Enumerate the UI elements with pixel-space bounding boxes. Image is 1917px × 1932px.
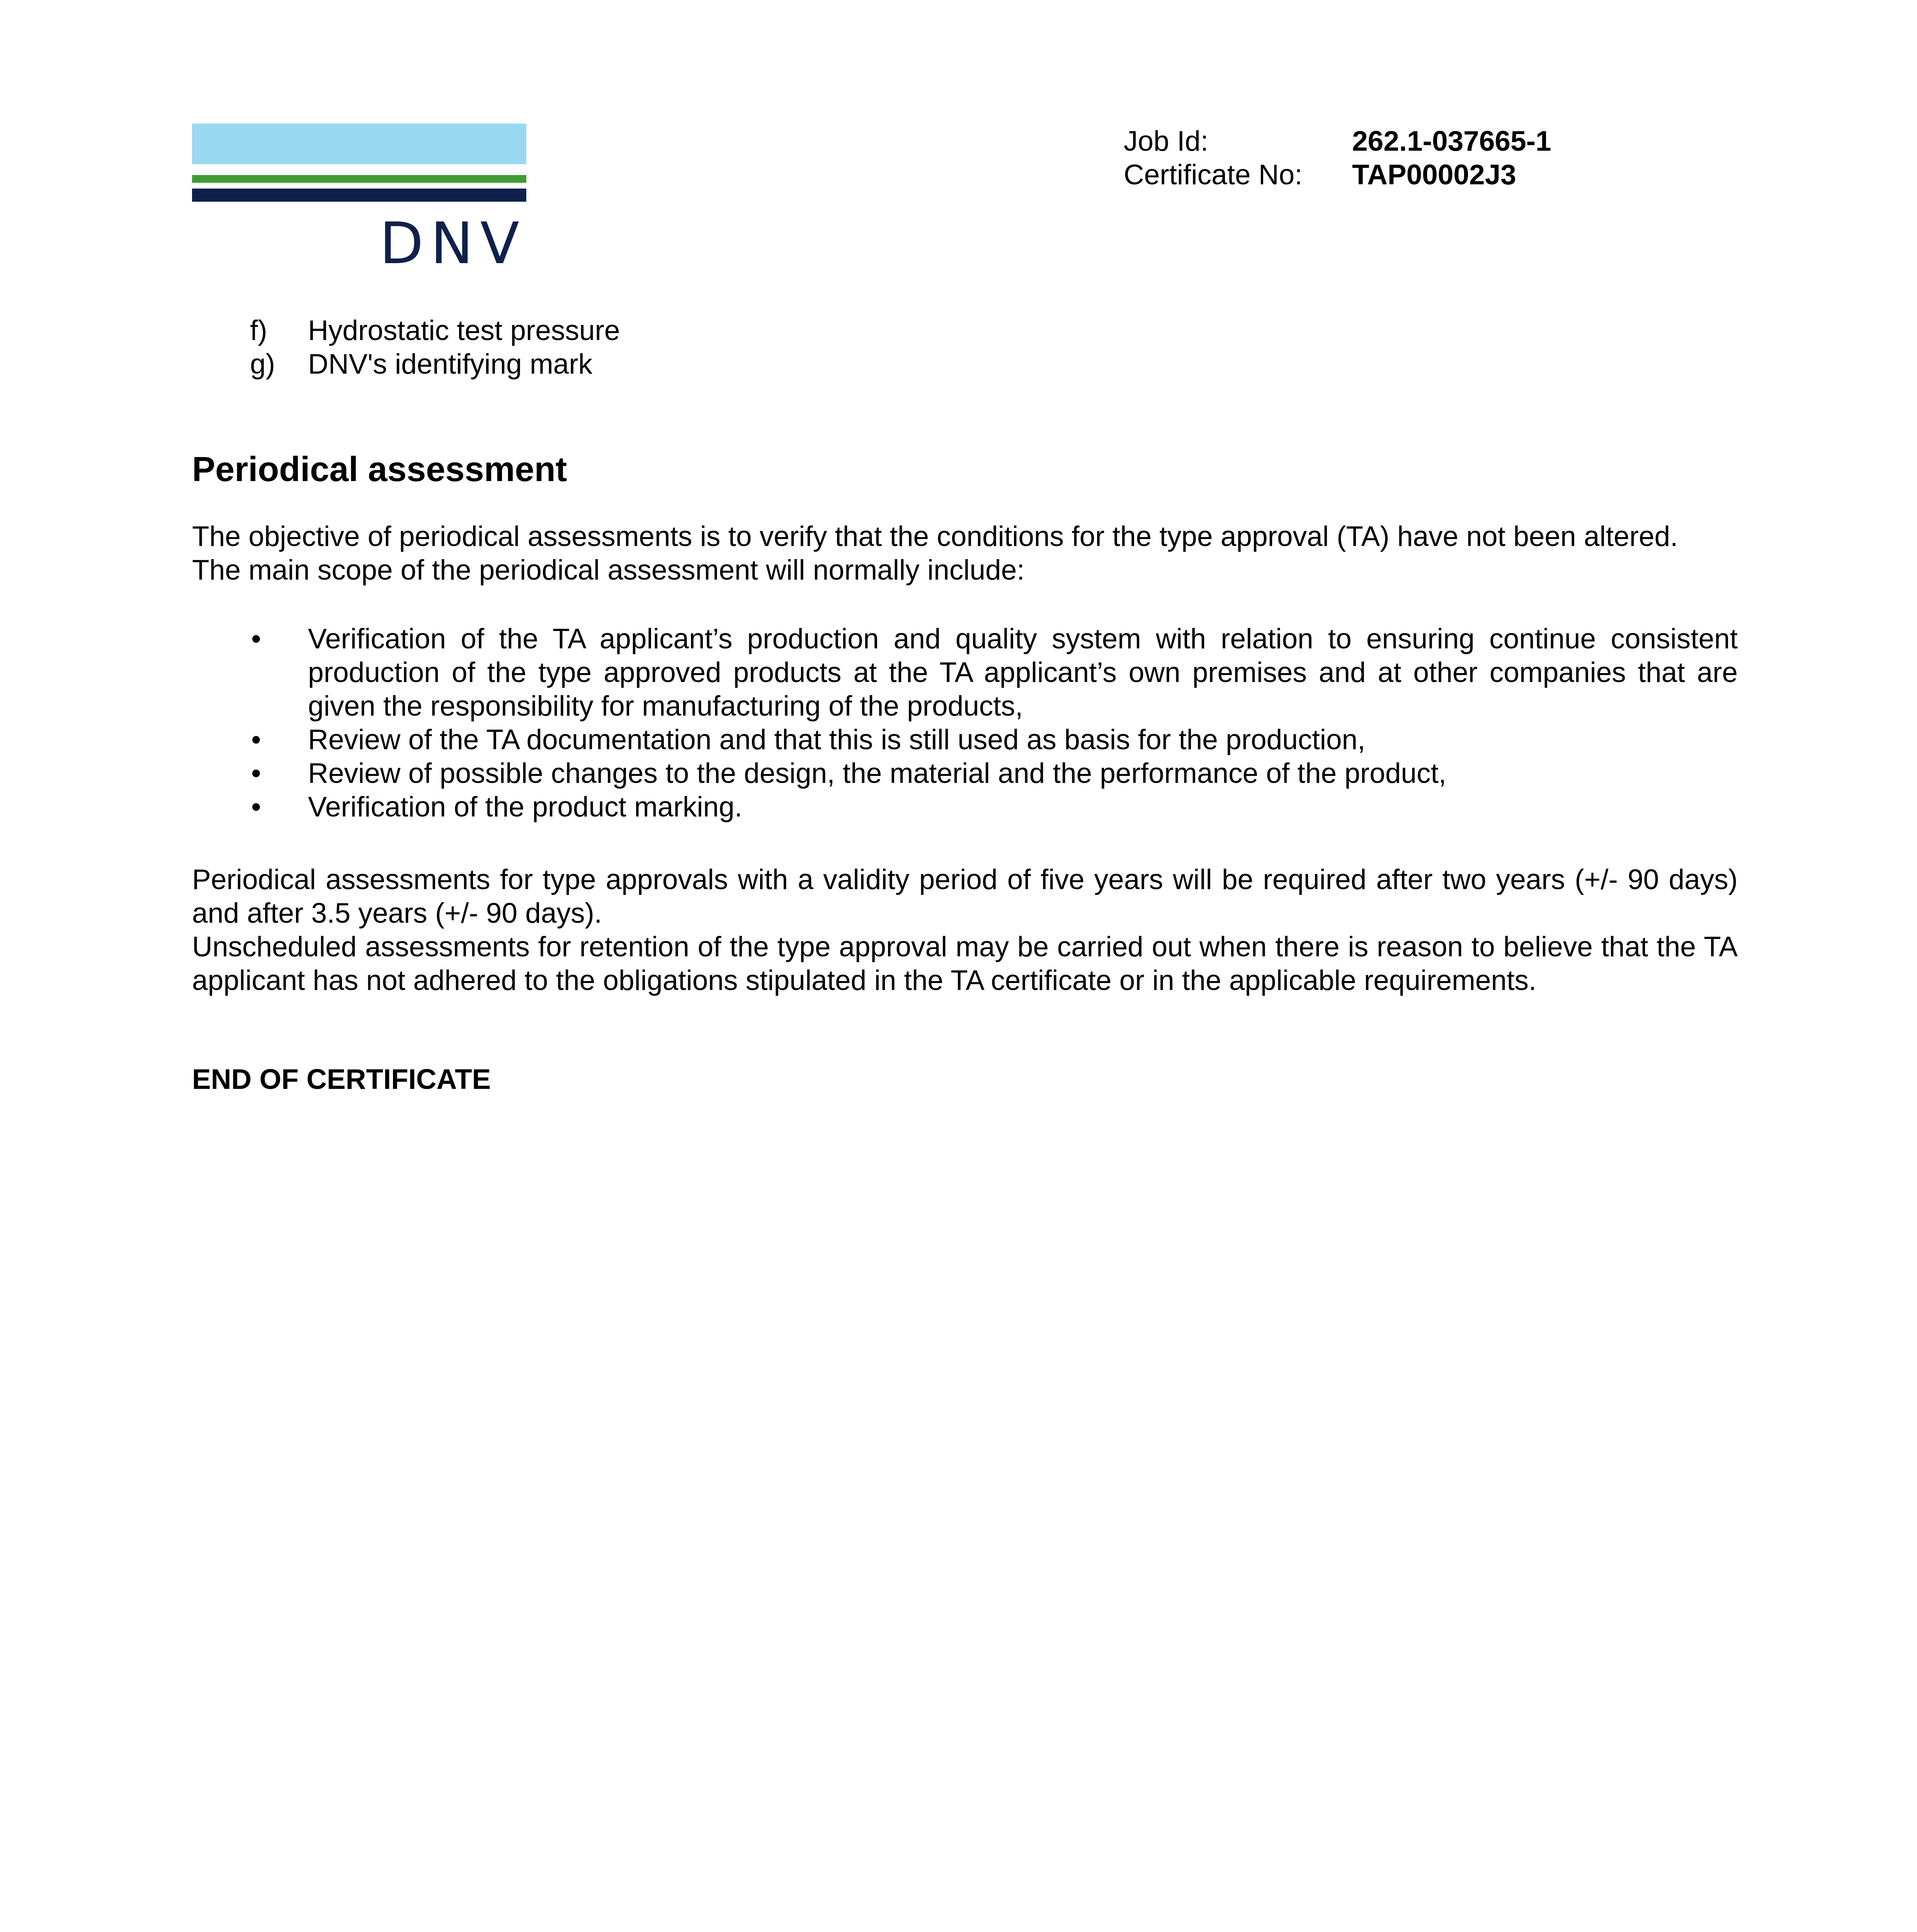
certificate-meta — [1124, 124, 1551, 192]
bullet-item — [192, 622, 1738, 723]
list-letter: g) — [250, 349, 275, 380]
bullet-icon: • — [251, 758, 261, 789]
logo-green-band — [192, 175, 526, 183]
list-item — [192, 347, 1738, 381]
unscheduled-assessment-paragraph: Unscheduled assessments for retention of the type approval may be carried out when there is reason to believe that the TA applicant has not adhered to the obligations stipulated in the TA certificate or in the applicable requirements. — [192, 931, 1738, 996]
bullet-icon: • — [251, 791, 261, 823]
end-of-certificate: END OF CERTIFICATE — [192, 1064, 491, 1095]
certificate-number-label: Certificate No: — [1124, 159, 1303, 190]
list-letter: f) — [250, 315, 267, 346]
logo-dark-blue-band — [192, 189, 526, 202]
job-id-value: 262.1-037665-1 — [1352, 126, 1551, 157]
bullet-text: Verification of the TA applicant’s production and quality system with relation to ensuring continue consistent production of the type approved products at the TA applicant’s own premises and at other companies that are given the responsibility for manufacturing of the products, — [308, 623, 1738, 722]
intro-paragraph — [192, 520, 1738, 587]
bullet-text: Review of possible changes to the design, the material and the performance of the product, — [308, 758, 1447, 789]
intro-line: The objective of periodical assessments is to verify that the conditions for the type approval (TA) have not been altered. — [192, 521, 1678, 552]
bullet-item — [192, 757, 1738, 790]
certificate-number-value: TAP00002J3 — [1352, 159, 1516, 190]
bullet-icon: • — [251, 724, 261, 755]
assessment-paragraphs — [192, 863, 1738, 997]
list-text: DNV's identifying mark — [308, 349, 593, 380]
section-heading: Periodical assessment — [192, 450, 567, 489]
list-item — [192, 314, 1738, 347]
job-id-row — [1124, 124, 1551, 158]
list-text: Hydrostatic test pressure — [308, 315, 620, 346]
intro-line: The main scope of the periodical assessment will normally include: — [192, 554, 1025, 586]
periodic-assessment-paragraph: Periodical assessments for type approvals with a validity period of five years will be required after two years (+/- 90 days) and after 3.5 years (+/- 90 days). — [192, 864, 1738, 929]
bullet-icon: • — [251, 623, 261, 655]
certificate-number-row — [1124, 158, 1551, 192]
logo-light-blue-band — [192, 124, 526, 164]
job-id-label: Job Id: — [1124, 126, 1209, 157]
bullet-item — [192, 723, 1738, 757]
bullet-text: Verification of the product marking. — [308, 791, 742, 823]
dnv-logo — [192, 124, 526, 277]
bullet-text: Review of the TA documentation and that this is still used as basis for the production, — [308, 724, 1366, 755]
lettered-list — [192, 314, 1738, 381]
bullet-item — [192, 790, 1738, 824]
scope-bullet-list — [192, 622, 1738, 824]
logo-wordmark: DNV — [379, 210, 526, 277]
